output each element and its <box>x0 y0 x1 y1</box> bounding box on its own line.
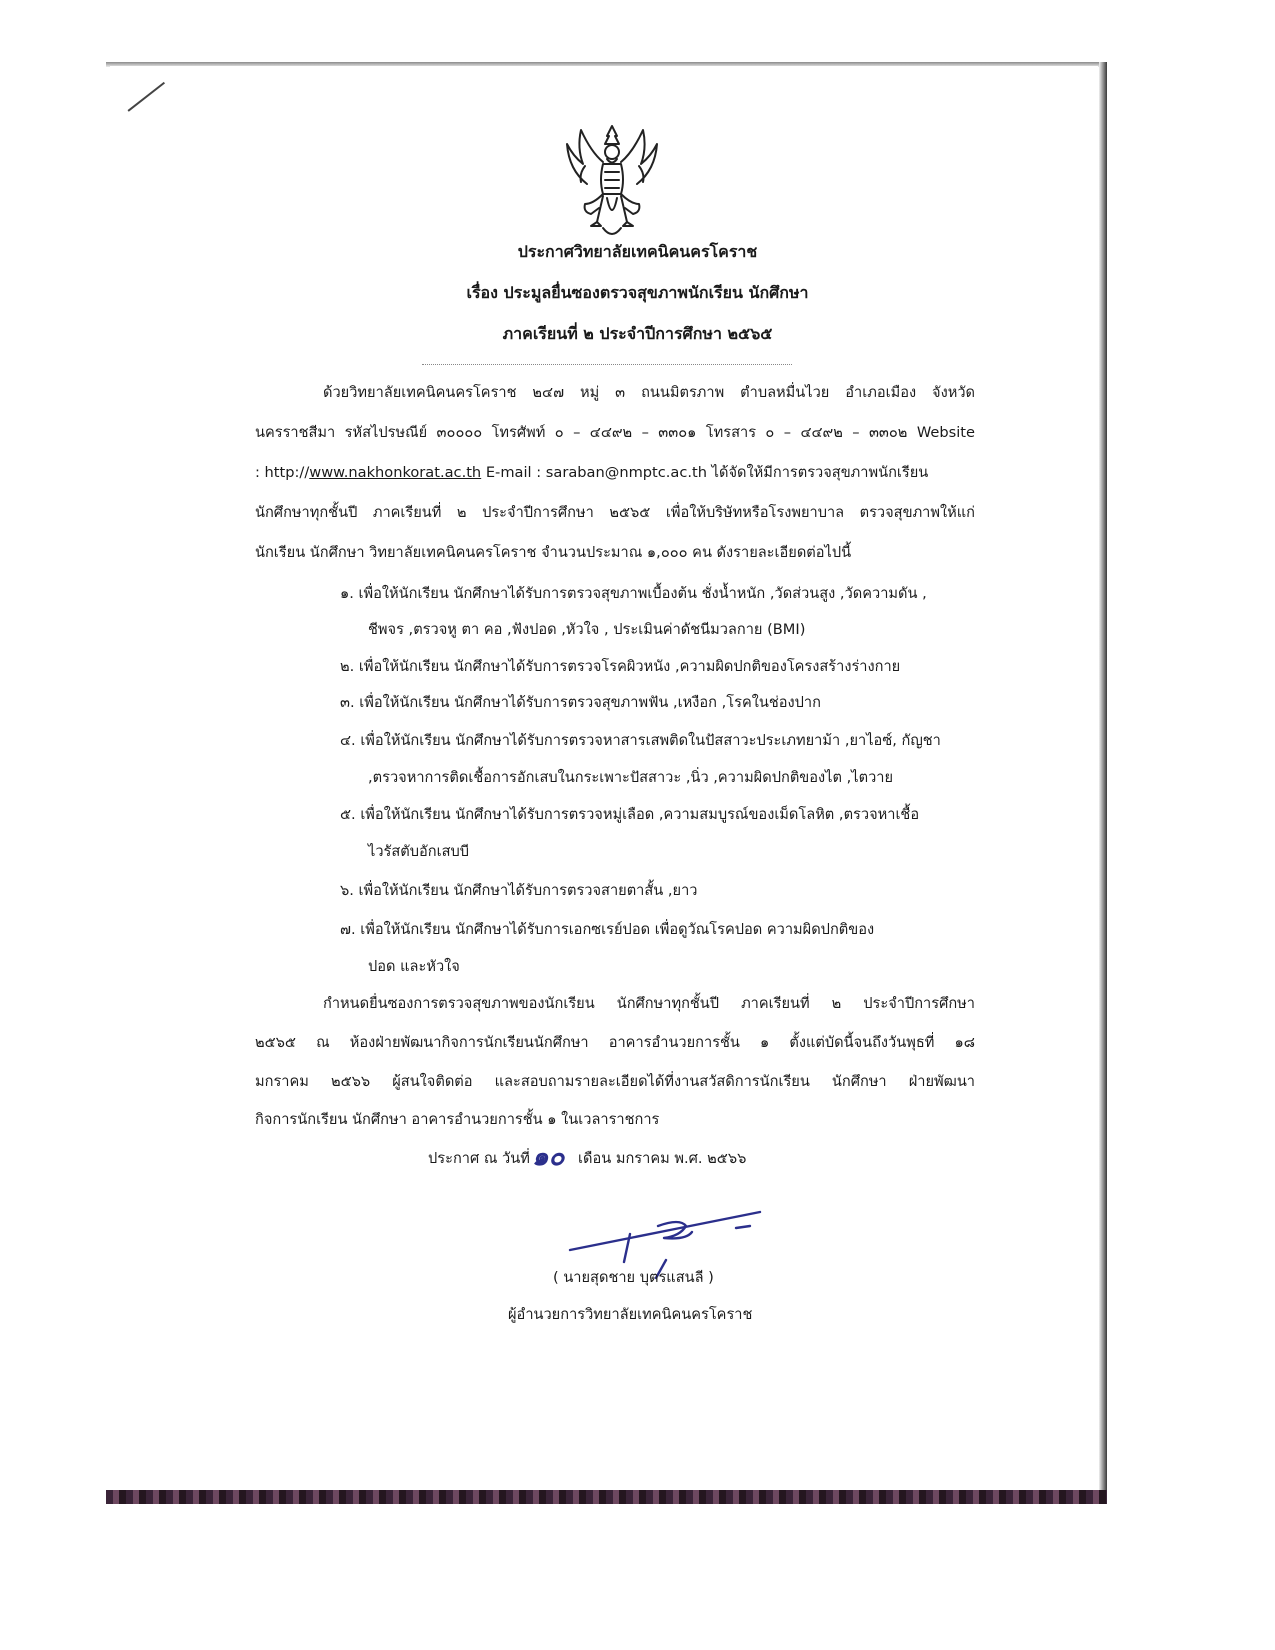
signer-title: ผู้อำนวยการวิทยาลัยเทคนิคนครโคราช <box>508 1306 753 1323</box>
list-item-1-line-1: ๑. เพื่อให้นักเรียน นักศึกษาได้รับการตรวจสุขภาพเบื้องต้น ชั่งน้ำหนัก ,วัดส่วนสูง ,วัดความดัน , <box>340 585 927 602</box>
schedule-line-1: กำหนดยื่นซองการตรวจสุขภาพของนักเรียน นักศึกษาทุกชั้นปี ภาคเรียนที่ ๒ ประจำปีการศึกษา <box>323 995 975 1012</box>
list-item-5-line-1: ๕. เพื่อให้นักเรียน นักศึกษาได้รับการตรวจหมู่เลือด ,ความสมบูรณ์ของเม็ดโลหิต ,ตรวจหาเชื้อ <box>340 806 920 823</box>
list-item-4-line-2: ,ตรวจหาการติดเชื้อการอักเสบในกระเพาะปัสสาวะ ,นิ่ว ,ความผิดปกติของไต ,ไตวาย <box>368 769 894 786</box>
announce-day-handwritten: ๑๐ <box>532 1142 565 1172</box>
intro-line-2: นครราชสีมา รหัสไปรษณีย์ ๓๐๐๐๐ โทรศัพท์ ๐ – ๔๔๙๒ – ๓๓๐๑ โทรสาร ๐ – ๔๔๙๒ – ๓๓๐๒ Website <box>255 424 975 441</box>
list-item-4-line-1: ๔. เพื่อให้นักเรียน นักศึกษาได้รับการตรวจหาสารเสพติดในปัสสาวะประเภทยาม้า ,ยาไอซ์, กัญชา <box>340 732 941 749</box>
document-subject: เรื่อง ประมูลยื่นซองตรวจสุขภาพนักเรียน นักศึกษา <box>466 283 809 302</box>
schedule-line-2: ๒๕๖๕ ณ ห้องฝ่ายพัฒนากิจการนักเรียนนักศึกษา อาคารอำนวยการชั้น ๑ ตั้งแต่บัดนี้จนถึงวันพุธที่ ๑๘ <box>255 1034 975 1051</box>
list-item-7-line-2: ปอด และหัวใจ <box>368 958 460 975</box>
announce-date-prefix: ประกาศ ณ วันที่ <box>428 1150 530 1167</box>
list-item-6: ๖. เพื่อให้นักเรียน นักศึกษาได้รับการตรวจสายตาสั้น ,ยาว <box>340 882 698 899</box>
intro-line-1: ด้วยวิทยาลัยเทคนิคนครโคราช ๒๔๗ หมู่ ๓ ถนนมิตรภาพ ตำบลหมื่นไวย อำเภอเมือง จังหวัด <box>323 384 975 401</box>
header-divider <box>422 364 792 365</box>
list-item-7-line-1: ๗. เพื่อให้นักเรียน นักศึกษาได้รับการเอกซเรย์ปอด เพื่อดูวัณโรคปอด ความผิดปกติของ <box>340 921 875 938</box>
document-term: ภาคเรียนที่ ๒ ประจำปีการศึกษา ๒๕๖๕ <box>502 324 773 343</box>
intro-line-4: นักศึกษาทุกชั้นปี ภาคเรียนที่ ๒ ประจำปีการศึกษา ๒๕๖๕ เพื่อให้บริษัทหรือโรงพยาบาล ตรวจสุขภาพให้แก่ <box>255 504 975 521</box>
email-text: E-mail : saraban@nmptc.ac.th ได้จัดให้มีการตรวจสุขภาพนักเรียน <box>481 464 929 481</box>
schedule-line-4: กิจการนักเรียน นักศึกษา อาคารอำนวยการชั้น ๑ ในเวลาราชการ <box>255 1111 660 1128</box>
garuda-emblem-icon <box>563 122 661 242</box>
list-item-1-line-2: ชีพจร ,ตรวจหู ตา คอ ,ฟังปอด ,หัวใจ , ประเมินค่าดัชนีมวลกาย (BMI) <box>368 621 806 638</box>
scan-background-bottom <box>106 1490 1107 1504</box>
list-item-2: ๒. เพื่อให้นักเรียน นักศึกษาได้รับการตรวจโรคผิวหนัง ,ความผิดปกติของโครงสร้างร่างกาย <box>340 658 901 675</box>
intro-line-5: นักเรียน นักศึกษา วิทยาลัยเทคนิคนครโคราช จำนวนประมาณ ๑,๐๐๐ คน ดังรายละเอียดต่อไปนี้ <box>255 544 852 561</box>
list-item-5-line-2: ไวรัสตับอักเสบบี <box>368 843 470 860</box>
intro-line-3 <box>255 461 975 484</box>
website-prefix: : http:// <box>255 464 310 481</box>
website-link[interactable]: www.nakhonkorat.ac.th <box>309 464 482 481</box>
schedule-line-3: มกราคม ๒๕๖๖ ผู้สนใจติดต่อ และสอบถามรายละเอียดได้ที่งานสวัสดิการนักเรียน นักศึกษา ฝ่ายพัฒนา <box>255 1073 975 1090</box>
list-item-3: ๓. เพื่อให้นักเรียน นักศึกษาได้รับการตรวจสุขภาพฟัน ,เหงือก ,โรคในช่องปาก <box>340 694 821 711</box>
scan-shadow-right <box>1099 62 1107 1498</box>
announce-date-suffix: เดือน มกราคม พ.ศ. ๒๕๖๖ <box>578 1150 747 1167</box>
document-title: ประกาศวิทยาลัยเทคนิคนครโคราช <box>517 242 758 261</box>
signer-name: ( นายสุดชาย บุตรแสนลี ) <box>553 1269 714 1286</box>
